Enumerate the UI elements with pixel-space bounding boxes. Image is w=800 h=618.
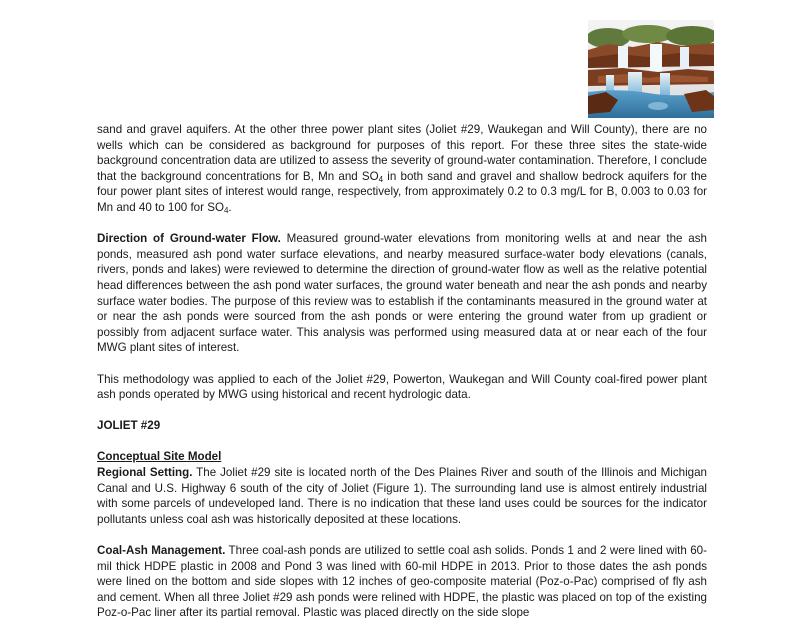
methodology-paragraph: This methodology was applied to each of the Joliet #29, Powerton, Waukegan and Will County coal-fired power plant ash ponds operated by MWG using historical and recent hydrologic data. (97, 372, 707, 402)
paragraph-text: Three coal-ash ponds are utilized to settle coal ash solids. Ponds 1 and 2 were lined with 60-mil thick HDPE plastic in 2008 and Pond 3 was lined with 60-mil HDPE in 2013. Prior to those dates the ash ponds were lined on the bottom and side slopes with 12 inches of geo-composite material (Poz-o-Pac) comprised of fly ash and cement. When all three Joliet #29 ash ponds were relined with HDPE, the plastic was placed on top of the existing Poz-o-Pac liner after its partial removal. Plastic was placed directly on the side slope (97, 544, 707, 618)
waterfall-image (588, 20, 714, 118)
ground-water-flow-runin-heading: Direction of Ground-water Flow. (97, 232, 281, 246)
waterfall-photo-logo (588, 20, 714, 118)
section-heading: JOLIET #29 (97, 419, 161, 433)
subscript: 4 (378, 174, 384, 184)
paragraph-text: The Joliet #29 site is located north of the Des Plaines River and south of the Illinois and Michigan Canal and U.S. Highway 6 south of the city of Joliet (Figure 1). The surrounding land use is almost entirely industrial with some parcels of undeveloped land. There is no indication that these land uses could be sources for the indicator pollutants unless coal ash was historically deposited at these locations. (97, 466, 707, 526)
paragraph-text-part: sand and gravel aquifers. At the other three power plant sites (Joliet #29, Waukegan and Will County), there are no wells which can be considered as background for purposes of this report. For these three sites the state-wide background concentration data are utilized to assess the severity of ground-water contamination. Therefore, I conclude that the background concentrations for B, Mn and SO (97, 123, 707, 183)
paragraph-text-part: . (228, 200, 232, 214)
paragraph-text-part: in both sand and gravel and shallow bedrock aquifers for the four power plant sites of interest would range, respectively, from approximately 0.2 to 0.3 mg/L for B, 0.003 to 0.03 for Mn and 40 to 100 for SO (97, 169, 707, 214)
subscript: 4 (223, 205, 229, 215)
document-body (97, 122, 707, 618)
ground-water-flow-paragraph (97, 231, 707, 356)
subsection-heading: Conceptual Site Model (97, 450, 222, 464)
regional-setting-runin-heading: Regional Setting. (97, 466, 193, 480)
background-concentration-paragraph (97, 122, 707, 216)
coal-ash-management-paragraph (97, 543, 707, 618)
paragraph-text: Measured ground-water elevations from monitoring wells at and near the ash ponds, measured ash pond water surface elevations, and nearby measured surface-water body elevations (canals, rivers, ponds and lakes) were reviewed to determine the direction of ground-water flow as well as the relative potential head differences between the ash pond water surfaces, the ground water beneath and near the ash ponds and nearby surface water bodies. The purpose of this review was to establish if the contaminants measured in the ground water at or near the ash ponds were sourced from the ash ponds or were entering the ground water from up gradient or possibly from adjacent surface water. This analysis was performed using measured data at or near each of the four MWG plant sites of interest. (97, 232, 707, 355)
regional-setting-paragraph (97, 465, 707, 527)
coal-ash-management-runin-heading: Coal-Ash Management. (97, 544, 226, 558)
